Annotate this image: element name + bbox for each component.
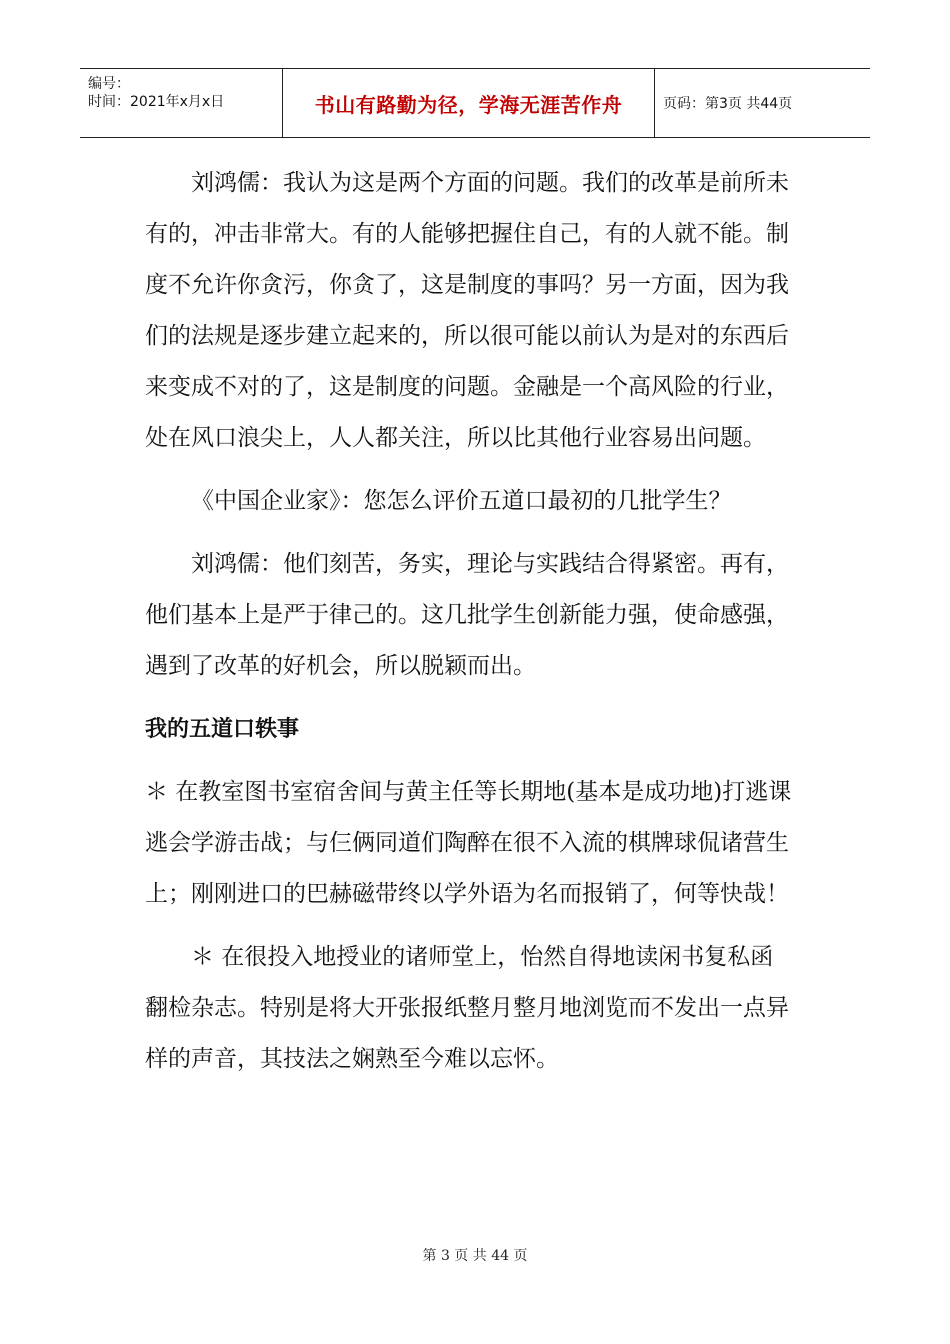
time-label: 时间：2021年x月x日: [88, 94, 225, 110]
paragraph-question: 《中国企业家》：您怎么评价五道口最初的几批学生？: [191, 488, 732, 514]
section-title: 我的五道口轶事: [145, 717, 300, 742]
header-meta: [80, 69, 283, 137]
anecdote-1: ＊ 在教室图书室宿舍间与黄主任等长期地(基本是成功地)打逃课逃会学游击战；与仨俩同道们陶醉在很不入流的棋牌球侃诸营生上；刚刚进口的巴赫磁带终以学外语为名而报销了，何等快哉！: [145, 779, 792, 907]
paragraph-answer-2: 刘鸿儒：他们刻苦，务实，理论与实践结合得紧密。再有，他们基本上是严于律己的。这几批学生创新能力强，使命感强，遇到了改革的好机会，所以脱颖而出。: [145, 551, 789, 679]
header-page-info: 页码：第3页 共44页: [663, 96, 793, 112]
page-footer: 第 3 页 共 44 页: [422, 1248, 528, 1264]
number-label: 编号：: [88, 76, 130, 92]
anecdote-2: ＊ 在很投入地授业的诸师堂上，怡然自得地读闲书复私函翻检杂志。特别是将大开张报纸整月整月地浏览而不发出一点异样的声音，其技法之娴熟至今难以忘怀。: [145, 944, 789, 1072]
paragraph-answer-1: 刘鸿儒：我认为这是两个方面的问题。我们的改革是前所未有的，冲击非常大。有的人能够把握住自己，有的人就不能。制度不允许你贪污，你贪了，这是制度的事吗？另一方面，因为我们的法规是逐步建立起来的，所以很可能以前认为是对的东西后来变成不对的了，这是制度的问题。金融是一个高风险的行业，处在风口浪尖上，人人都关注，所以比其他行业容易出问题。: [145, 170, 789, 451]
document-body: [145, 158, 795, 1097]
page-header: [80, 68, 870, 138]
header-motto: 书山有路勤为径，学海无涯苦作舟: [283, 69, 655, 137]
